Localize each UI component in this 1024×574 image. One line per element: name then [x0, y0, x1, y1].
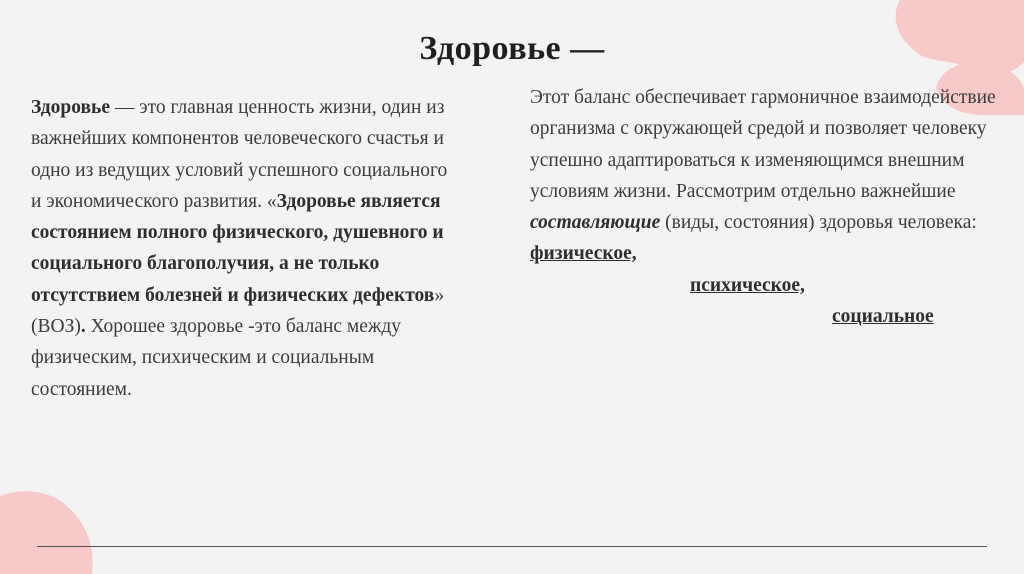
left-paragraph — [31, 92, 451, 405]
right-paragraph — [530, 82, 1000, 332]
who-quote: Здоровье является состоянием полного физического, душевного и социального благополучия, а не только отсутствием болезней и физических дефектов — [31, 190, 444, 306]
bottom-divider — [37, 546, 987, 547]
quote-source: » (ВОЗ) — [31, 284, 445, 338]
intro-text: — это главная ценность жизни, один из важнейших компонентов человеческого счастья и одно из ведущих условий успешного социального и экономического развития. « — [31, 97, 448, 212]
components-text: (виды, состояния) здоровья человека: — [660, 212, 977, 234]
period: . — [80, 316, 86, 338]
components-word: составляющие — [530, 212, 661, 234]
item-psychological: психическое, — [690, 274, 805, 296]
balance-text: Этот баланс обеспечивает гармоничное взаимодействие организма с окружающей средой и позволяет человеку успешно адаптироваться к изменяющимся внешним условиям жизни. Рассмотрим отдельно важнейшие — [530, 87, 996, 202]
term-health: Здоровье — [31, 97, 111, 118]
decorative-blob-bottom-left — [0, 488, 100, 574]
item-physical: физическое, — [530, 243, 637, 265]
page-title: Здоровье — — [419, 30, 605, 67]
outro-text: Хорошее здоровье -это баланс между физическим, психическим и социальным состоянием. — [31, 316, 402, 400]
item-social: социальное — [832, 306, 934, 328]
